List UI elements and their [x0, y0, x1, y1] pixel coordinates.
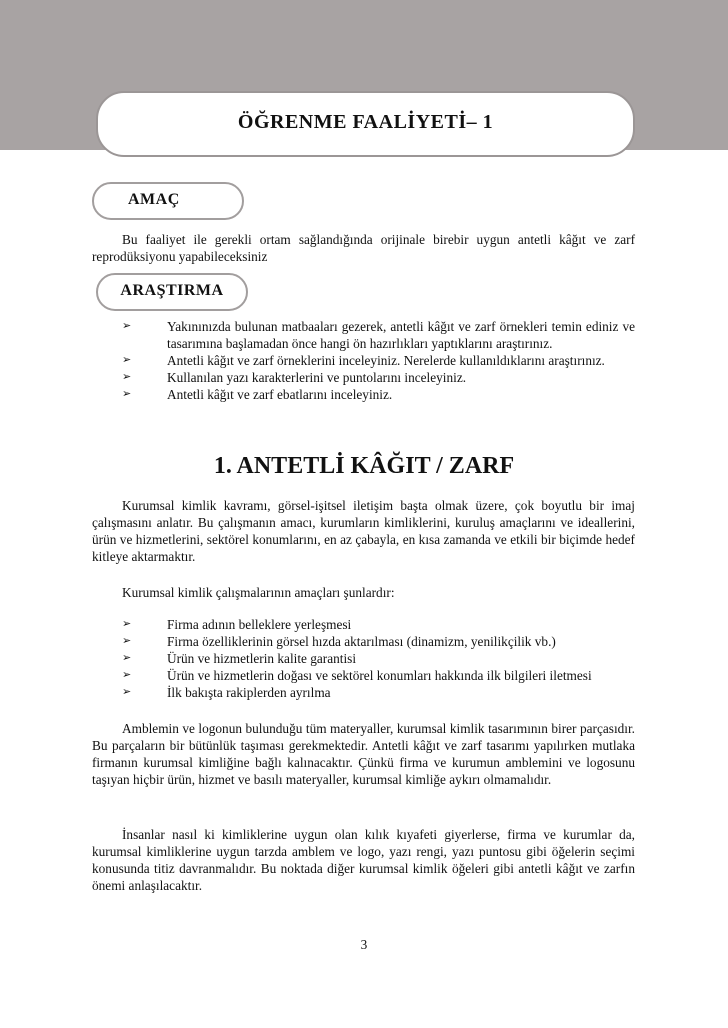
list-item: ➢ İlk bakışta rakiplerden ayrılma	[122, 685, 331, 700]
arrow-bullet-icon: ➢	[122, 354, 132, 366]
page-number: 3	[360, 937, 368, 952]
paragraph-1: Kurumsal kimlik kavramı, görsel-işitsel iletişim başta olmak üzere, çok boyutlu bir imaj çalışmasını anlatır. Bu çalışmanın amacı, kurumların kimliklerini, kuruluş amaçlarını ve ideallerini, ürün ve hizmetlerini, sektörel konumlarını, en az çabayla, en kısa zamanda ve etkili bir biçimde hedef kitleye aktarmaktır.	[92, 498, 635, 564]
arastirma-label-box	[96, 273, 248, 311]
arrow-bullet-icon: ➢	[122, 320, 132, 332]
arrow-bullet-icon: ➢	[122, 371, 132, 383]
arrow-bullet-icon: ➢	[122, 635, 132, 647]
list-item: ➢ Yakınınızda bulunan matbaaları gezerek, antetli kâğıt ve zarf örnekleri temin ediniz ve tasarımına başlamadan önce hangi ön hazırlıkları yaptıklarını araştırınız.	[122, 319, 635, 351]
section-heading: 1. ANTETLİ KÂĞIT / ZARF	[213, 453, 515, 479]
arrow-bullet-icon: ➢	[122, 652, 132, 664]
list-item: ➢ Kullanılan yazı karakterlerini ve puntolarını inceleyiniz.	[122, 370, 467, 385]
arrow-bullet-icon: ➢	[122, 669, 132, 681]
amac-label-box	[92, 182, 244, 220]
paragraph-3: Amblemin ve logonun bulunduğu tüm materyaller, kurumsal kimlik tasarımının birer parçasıdır. Bu parçaların bir bütünlük taşıması gerekmektedir. Antetli kâğıt ve zarf tasarımı yapılırken mutlaka firmanın kurumsal kimliğine bağlı kalınacaktır. Çünkü firma ve kurumun amblemini ve logosunu taşıyan hiçbir ürün, hizmet ve basılı materyaller, kurumsal kimliğe aykırı olmamalıdır.	[92, 721, 635, 787]
list-item: ➢ Antetli kâğıt ve zarf ebatlarını inceleyiniz.	[122, 387, 393, 402]
list-item: ➢ Firma adının belleklere yerleşmesi	[122, 617, 352, 632]
list-item: ➢ Firma özelliklerinin görsel hızda aktarılması (dinamizm, yenilikçilik vb.)	[122, 634, 556, 649]
paragraph-2: Kurumsal kimlik çalışmalarının amaçları şunlardır:	[122, 585, 395, 600]
arastirma-list	[122, 318, 635, 403]
activity-title: ÖĞRENME FAALİYETİ– 1	[237, 111, 494, 133]
list-item: ➢ Ürün ve hizmetlerin doğası ve sektörel konumları hakkında ilk bilgileri iletmesi	[122, 668, 592, 683]
amac-label: AMAÇ	[128, 191, 180, 208]
list-item: ➢ Antetli kâğıt ve zarf örneklerini inceleyiniz. Nerelerde kullanıldıklarını araştırınız.	[122, 353, 605, 368]
arrow-bullet-icon: ➢	[122, 388, 132, 400]
goals-list	[122, 616, 635, 701]
paragraph-4: İnsanlar nasıl ki kimliklerine uygun olan kılık kıyafeti giyerlerse, firma ve kurumlar da, kurumsal kimliklerine uygun tarzda amblem ve logo, yazı rengi, yazı puntosu gibi öğelerin seçimi konusunda titiz davranmalıdır. Bu noktada diğer kurumsal kimlik öğeleri gibi antetli kâğıt ve zarfın önemi anlaşılacaktır.	[92, 827, 635, 893]
list-item: ➢ Ürün ve hizmetlerin kalite garantisi	[122, 651, 357, 666]
arastirma-label: ARAŞTIRMA	[120, 282, 224, 299]
arrow-bullet-icon: ➢	[122, 686, 132, 698]
amac-text: Bu faaliyet ile gerekli ortam sağlandığında orijinale birebir uygun antetli kâğıt ve zarf reprodüksiyonu yapabileceksiniz	[92, 232, 635, 264]
activity-banner	[96, 91, 635, 157]
arrow-bullet-icon: ➢	[122, 618, 132, 630]
